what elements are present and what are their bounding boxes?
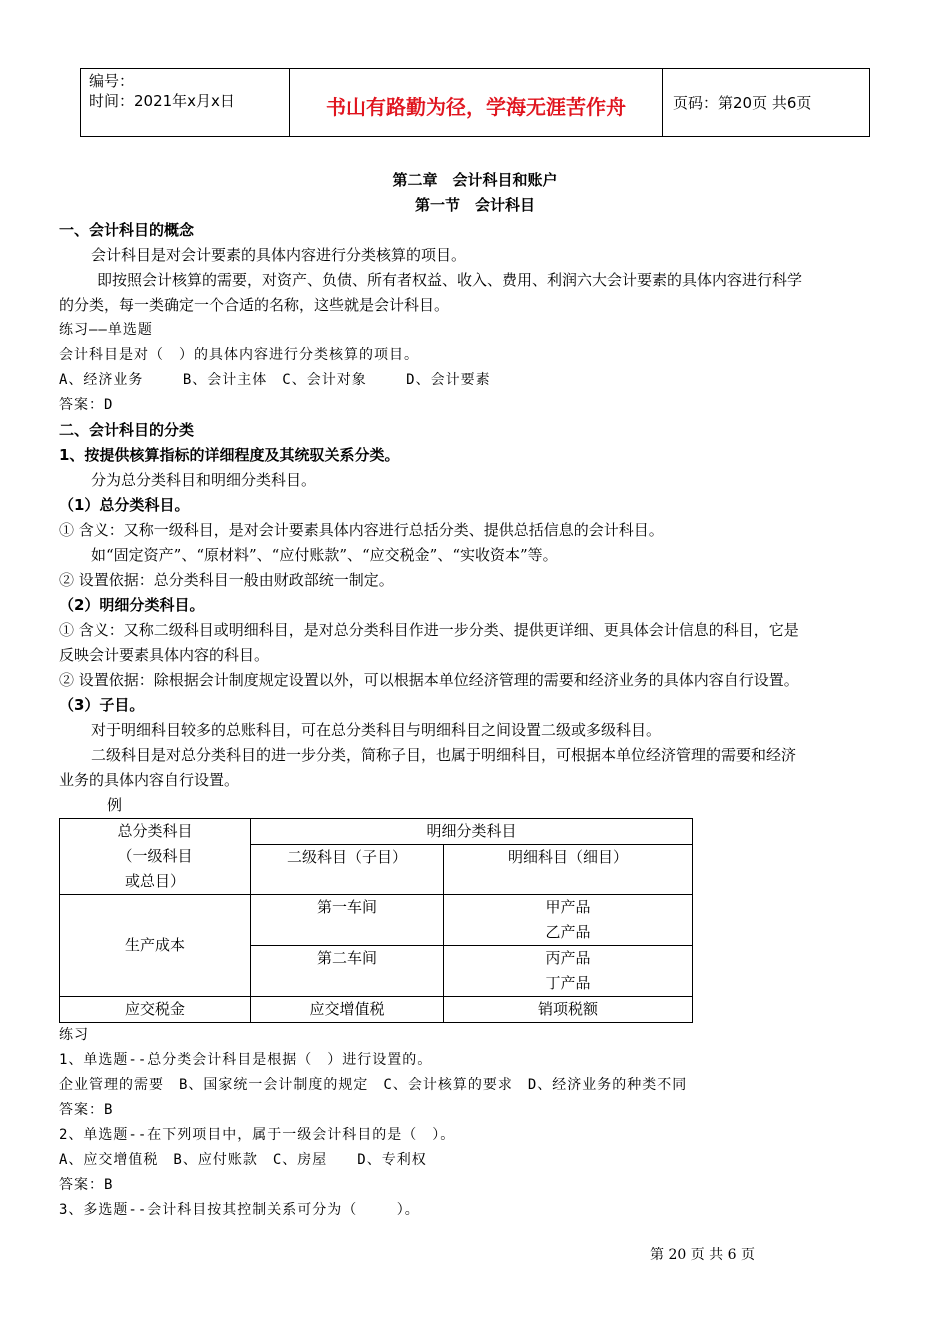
table-cell: 应交税金: [60, 997, 251, 1023]
paragraph: ② 设置依据：总分类科目一般由财政部统一制定。: [59, 571, 394, 589]
practice-question: 3、多选题--会计科目按其控制关系可分为（ ）。: [59, 1202, 420, 1218]
practice-answer: 答案：B: [59, 1177, 114, 1193]
document-body: [59, 168, 891, 1223]
practice-answer: 答案：B: [59, 1102, 114, 1118]
example-label: 例: [107, 796, 123, 814]
table-cell: 甲产品 乙产品: [444, 895, 693, 946]
heading-concept: 一、会计科目的概念: [59, 221, 195, 239]
subheading: 1、按提供核算指标的详细程度及其统驭关系分类。: [59, 446, 400, 464]
subheading: （3）子目。: [59, 696, 145, 714]
exercise-options: A、经济业务 B、会计主体 C、会计对象 D、会计要素: [59, 372, 491, 388]
header-left-cell: [81, 69, 290, 137]
chapter-title: 第二章 会计科目和账户: [392, 171, 558, 189]
table-cell: 销项税额: [444, 997, 693, 1023]
doc-time-label: 时间：2021年x月x日: [89, 92, 235, 110]
paragraph: 二级科目是对总分类科目的进一步分类，简称子目，也属于明细科目，可根据本单位经济管理的需要和经济: [91, 746, 797, 764]
table-head-general: 总分类科目 （一级科目 或总目）: [60, 819, 251, 895]
practice-question: 2、单选题--在下列项目中，属于一级会计科目的是（ ）。: [59, 1127, 456, 1143]
header-motto-cell: [290, 69, 663, 137]
paragraph: 如“固定资产”、“原材料”、“应付账款”、“应交税金”、“实收资本”等。: [91, 546, 558, 564]
table-head-detail: 明细分类科目: [251, 819, 693, 845]
page-footer: 第 20 页 共 6 页: [650, 1247, 755, 1263]
paragraph: 分为总分类科目和明细分类科目。: [91, 471, 317, 489]
table-head-subsidiary: 明细科目（细目）: [444, 845, 693, 895]
paragraph: ① 含义：又称一级科目，是对会计要素具体内容进行总括分类、提供总括信息的会计科目。: [59, 521, 664, 539]
practice-options: 企业管理的需要 B、国家统一会计制度的规定 C、会计核算的要求 D、经济业务的种类不同: [59, 1077, 688, 1093]
table-cell: 第二车间: [251, 946, 444, 997]
paragraph: ① 含义：又称二级科目或明细科目，是对总分类科目作进一步分类、提供更详细、更具体会计信息的科目，它是: [59, 621, 799, 639]
paragraph: 对于明细科目较多的总账科目，可在总分类科目与明细科目之间设置二级或多级科目。: [91, 721, 662, 739]
section-title: 第一节 会计科目: [414, 196, 535, 214]
paragraph: 的分类，每一类确定一个合适的名称，这些就是会计科目。: [59, 296, 450, 314]
table-head-secondary: 二级科目（子目）: [251, 845, 444, 895]
practice-label: 练习: [59, 1027, 89, 1043]
classification-table: [59, 818, 693, 1023]
paragraph: 即按照会计核算的需要，对资产、负债、所有者权益、收入、费用、利润六大会计要素的具体内容进行科学: [97, 271, 803, 289]
page-header: [80, 68, 870, 137]
table-cell: 生产成本: [60, 895, 251, 997]
practice-options: A、应交增值税 B、应付账款 C、房屋 D、专利权: [59, 1152, 427, 1168]
subheading: （2）明细分类科目。: [59, 596, 205, 614]
exercise-answer: 答案：D: [59, 397, 114, 413]
paragraph: 会计科目是对会计要素的具体内容进行分类核算的项目。: [91, 246, 467, 264]
table-cell: 丙产品 丁产品: [444, 946, 693, 997]
table-cell: 应交增值税: [251, 997, 444, 1023]
header-motto: 书山有路勤为径，学海无涯苦作舟: [326, 95, 626, 119]
header-page-info: 页码：第20页 共6页: [663, 69, 870, 137]
doc-number-label: 编号：: [89, 72, 135, 90]
heading-classification: 二、会计科目的分类: [59, 421, 195, 439]
exercise-question: 会计科目是对（ ）的具体内容进行分类核算的项目。: [59, 347, 419, 363]
exercise-title: 练习——单选题: [59, 322, 153, 338]
practice-question: 1、单选题--总分类会计科目是根据（ ）进行设置的。: [59, 1052, 433, 1068]
paragraph: 反映会计要素具体内容的科目。: [59, 646, 270, 664]
paragraph: ② 设置依据：除根据会计制度规定设置以外，可以根据本单位经济管理的需要和经济业务的具体内容自行设置。: [59, 671, 799, 689]
paragraph: 业务的具体内容自行设置。: [59, 771, 240, 789]
subheading: （1）总分类科目。: [59, 496, 190, 514]
table-cell: 第一车间: [251, 895, 444, 946]
